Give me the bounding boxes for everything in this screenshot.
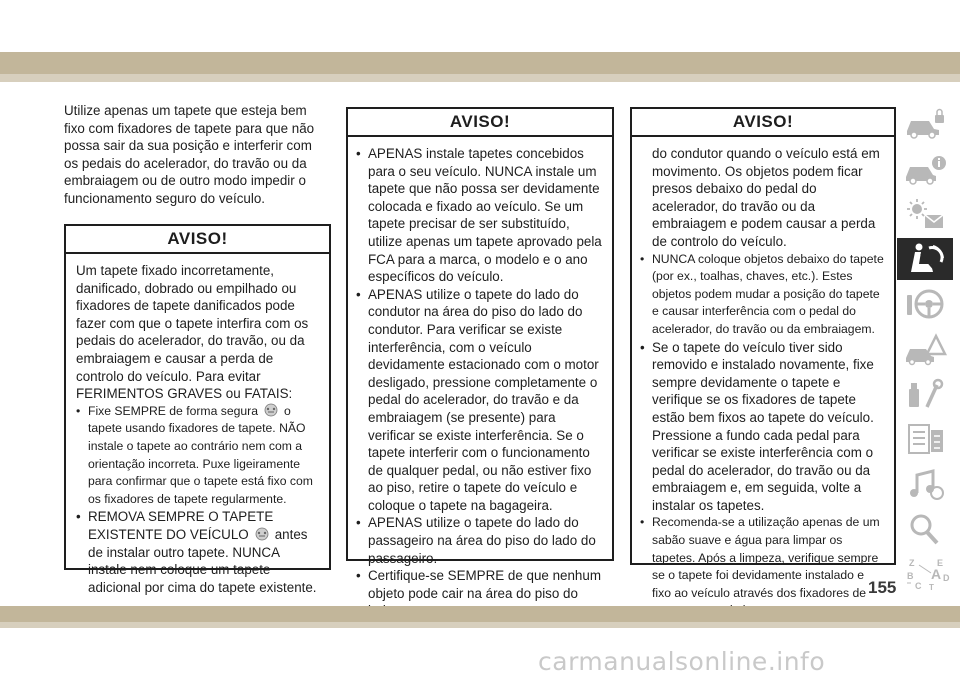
dashboard-lights-icon — [903, 197, 947, 231]
list-item — [76, 403, 321, 509]
page-number: 155 — [868, 578, 897, 597]
index-letter: Z — [909, 558, 915, 568]
checklist-icon — [903, 422, 947, 456]
service-tools-icon — [903, 377, 947, 411]
list-item-text-a: Fixe SEMPRE de forma segura — [88, 403, 259, 418]
index-letter: A — [931, 566, 942, 582]
list-item-text-b: o tapete usando fixadores de tapete. NÃO instale o tapete ao contrário nem com a orientação incorreta. Puxe ligeiramente para confirmar que o tapete está fixo com os fixadores de tapete regularmente. — [88, 403, 313, 506]
tab-customer-assistance[interactable] — [897, 508, 953, 550]
index-letter: C — [915, 581, 922, 591]
list-item: • Recomenda-se a utilização apenas de um sabão suave e água para limpar os tapetes. Após a limpeza, verifique sempre se o tapete foi devidamente instalado e fixo ao veículo através dos fixadores de — [640, 514, 886, 620]
index-letter: B — [907, 571, 914, 581]
warning-box-1 — [64, 224, 331, 595]
tab-car-info[interactable] — [897, 148, 953, 190]
car-warning-icon — [903, 332, 947, 366]
tab-emergency[interactable] — [897, 328, 953, 370]
warning-box-2 — [346, 107, 614, 601]
multimedia-icon — [903, 467, 947, 501]
tab-dashboard-lights[interactable] — [897, 193, 953, 235]
list-item — [76, 508, 321, 596]
seat-airbag-icon — [903, 242, 947, 276]
top-band — [0, 52, 960, 74]
warning-title: AVISO! — [348, 109, 612, 137]
watermark: carmanualsonline.info — [538, 647, 826, 676]
list-item-text-a: REMOVA SEMPRE O TAPETE EXISTENTE DO VEÍCULO — [88, 509, 274, 542]
continuation-text: do condutor quando o veículo está em movimento. Os objetos podem ficar presos debaixo do pedal do acelerador, do travão ou da embraiagem e podem causar a perda de controlo do veículo. — [652, 146, 880, 249]
tab-steering[interactable] — [897, 283, 953, 325]
warning-title: AVISO! — [632, 109, 894, 137]
tab-index[interactable] — [897, 553, 953, 595]
list-item-text-b: antes de instalar outro tapete. NUNCA instale nem coloque um tapete adicional por cima do tapete existente. — [88, 526, 317, 595]
tab-service[interactable] — [897, 373, 953, 415]
index-letter: D — [943, 573, 950, 583]
search-icon — [903, 512, 947, 546]
list-item: • APENAS utilize o tapete do lado do condutor na área do piso do lado do condutor. Para verificar se existe interferência, com o veículo devidamente estacionado com o motor desligado, pressione completamente o pedal do acelerador, do travão e da embraiagem (se presente) para verificar se existe interferência. Se o tapete interferir com o funcionamento de qualquer pedal, ou não estiver fixo ao piso, retire o tapete do veículo e coloque o tapete na bagageira. — [356, 286, 604, 515]
floor-mat-icon — [253, 527, 271, 541]
index-letters-icon — [903, 557, 950, 592]
warning-body: Um tapete fixado incorretamente, danificado, dobrado ou empilhado ou fixadores de tapete danificados pode fazer com que o tapete interfira com os pedais do acelerador, do travão, ou da embraiagem e causar a perda de controlo do veículo. Para evitar FERIMENTOS GRAVES ou FATAIS: — [76, 263, 309, 402]
warning-title: AVISO! — [66, 226, 329, 254]
list-item: • NUNCA coloque objetos debaixo do tapete (por ex., toalhas, chaves, etc.). Estes objetos podem mudar a posição do tapete e causar interferência com o pedal do acelerador, do travão ou da embraiagem. — [640, 251, 886, 339]
car-info-icon — [903, 152, 947, 186]
tab-safety[interactable] — [897, 238, 953, 280]
bottom-band-light — [0, 622, 960, 628]
tab-car-lock[interactable] — [897, 103, 953, 145]
floor-mat-icon — [262, 403, 280, 417]
list-item: • APENAS instale tapetes concebidos para o seu veículo. NUNCA instale um tapete que não possa ser devidamente colocada e fixado ao veículo. Se um tapete precisar de ser substituído, utilize apenas um tapete aprovado pela FCA para a marca, o modelo e o ano específicos do veículo. — [356, 145, 604, 286]
list-item: • APENAS utilize o tapete do lado do passageiro na área do piso do lado do passageiro. — [356, 514, 604, 567]
car-lock-icon — [903, 107, 947, 141]
tab-specifications[interactable] — [897, 418, 953, 460]
tab-multimedia[interactable] — [897, 463, 953, 505]
bottom-band — [0, 606, 960, 622]
top-band-light — [0, 74, 960, 82]
index-letter: T — [929, 583, 934, 592]
list-item: • Se o tapete do veículo tiver sido removido e instalado novamente, fixe sempre devidamente o tapete e verifique se os fixadores de tapete estão bem fixos ao tapete do veículo. Pressione a fundo cada pedal para verificar se existe interferência com o pedal do acelerador, do travão ou da embraiagem e, em seguida, volte a instalar os tapetes. — [640, 339, 886, 515]
index-letter: E — [937, 558, 944, 568]
intro-paragraph: Utilize apenas um tapete que esteja bem fixo com fixadores de tapete para que não possa sair da sua posição e interferir com os pedais do acelerador, do travão ou da embraiagem ou de outro modo impedir o funcionamento seguro do veículo. — [64, 103, 315, 206]
list-item: • Certifique-se SEMPRE de que nenhum objeto pode cair na área do piso do — [356, 567, 604, 620]
steering-wheel-icon — [903, 287, 947, 321]
